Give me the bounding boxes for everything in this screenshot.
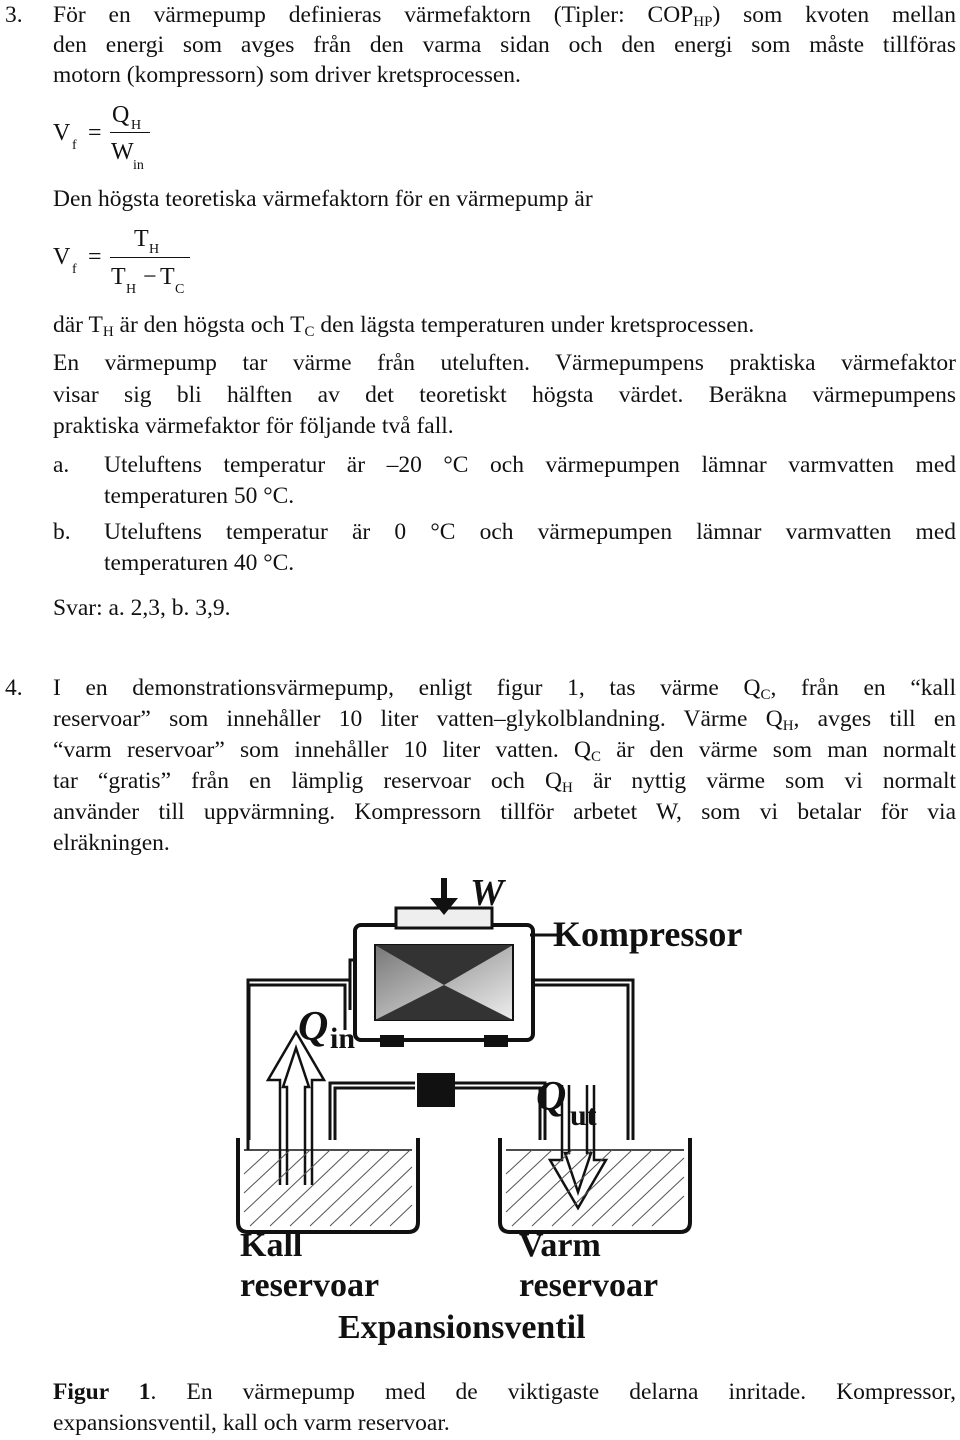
problem-3-intro-line-3: motorn (kompressorn) som driver kretsprocessen. bbox=[53, 62, 521, 88]
formula-2-lhs: V bbox=[53, 244, 71, 270]
problem-3-para-line-1: En värmepump tar värme från uteluften. Värmepumpens praktiska värmefaktor bbox=[53, 350, 956, 376]
case-b-line-2: temperaturen 40 °C. bbox=[104, 550, 295, 576]
formula-2-minus: − bbox=[143, 264, 157, 290]
q-ut-sub: ut bbox=[570, 1099, 597, 1132]
problem-3-where-line: där $T_H$ är den högsta och $T_C$ den lägsta temperaturen under kretsprocessen. bbox=[53, 312, 755, 340]
problem-4-line-5: använder till uppvärmning. Kompressorn tillför arbetet W, som vi betalar för via bbox=[53, 799, 956, 825]
problem-3-intro-line-2: den energi som avges från den varma sidan och den energi som måste tillföras bbox=[53, 32, 956, 58]
expansionsventil-label: Expansionsventil bbox=[338, 1309, 586, 1346]
cold-reservoir-hatching bbox=[244, 1150, 412, 1226]
problem-4-number: 4. bbox=[5, 675, 23, 701]
formula-1-numerator: Q bbox=[112, 102, 130, 128]
formula-2-denominator-a: T bbox=[111, 264, 126, 290]
formula-2-lhs-sub: f bbox=[72, 262, 77, 277]
kall-reservoar-label: reservoar bbox=[240, 1267, 380, 1304]
problem-4-line-2: reservoar” som innehåller 10 liter vatten–glykolblandning. Värme $Q_H$, avges till en bbox=[53, 706, 956, 734]
problem-4-line-3: “varm reservoar” som innehåller 10 liter vatten. $Q_C$ är den värme som man normalt bbox=[53, 737, 956, 765]
q-in-symbol: Q bbox=[298, 1004, 329, 1050]
problem-3-max-text: Den högsta teoretiska värmefaktorn för en värmepump är bbox=[53, 186, 593, 212]
problem-4-line-4: tar “gratis” från en lämplig reservoar och $Q_H$ är nyttig värme som vi normalt bbox=[53, 768, 957, 796]
varm-reservoar-label: reservoar bbox=[519, 1267, 659, 1304]
formula-2-numerator: T bbox=[134, 226, 149, 252]
q-in-sub: in bbox=[330, 1022, 356, 1055]
figure-caption-line-2: expansionsventil, kall och varm reservoar. bbox=[53, 1410, 450, 1436]
formula-1-numerator-sub: H bbox=[131, 118, 142, 133]
formula-2-denominator-b-sub: C bbox=[175, 282, 185, 297]
formula-1-lhs: V bbox=[53, 120, 71, 146]
formula-1-denominator: W bbox=[111, 139, 134, 165]
cold-reservoir bbox=[238, 1138, 418, 1232]
problem-3-answer: Svar: a. 2,3, b. 3,9. bbox=[53, 595, 231, 621]
problem-4-line-6: elräkningen. bbox=[53, 830, 170, 856]
formula-2-numerator-sub: H bbox=[149, 242, 160, 257]
problem-4-line-1: I en demonstrationsvärmepump, enligt figur 1, tas värme $Q_C$, från en “kall bbox=[53, 675, 956, 703]
case-a-label: a. bbox=[53, 452, 70, 478]
problem-3-intro-line-1: För en värmepump definieras värmefaktorn (Tipler: $COP_{HP}$) som kvoten mellan bbox=[53, 2, 956, 30]
kall-label: Kall bbox=[240, 1227, 303, 1264]
w-label: W bbox=[470, 872, 504, 914]
case-b-line-1: Uteluftens temperatur är 0 °C och värmepumpen lämnar varmvatten med bbox=[104, 519, 956, 545]
varm-label: Varm bbox=[519, 1227, 601, 1264]
figure-caption-label: Figur 1 bbox=[53, 1379, 151, 1405]
problem-3-para-line-3: praktiska värmefaktor för följande två fall. bbox=[53, 413, 454, 439]
compressor bbox=[355, 908, 533, 1047]
formula-2-denominator-a-sub: H bbox=[126, 282, 137, 297]
q-ut-symbol: Q bbox=[536, 1074, 567, 1120]
formula-1-equals: = bbox=[88, 120, 102, 146]
problem-3-number: 3. bbox=[5, 2, 23, 28]
formula-2-equals: = bbox=[88, 244, 102, 270]
formula-1-lhs-sub: f bbox=[72, 138, 77, 153]
case-a-line-1: Uteluftens temperatur är –20 °C och värmepumpen lämnar varmvatten med bbox=[104, 452, 956, 478]
formula-1-denominator-sub: in bbox=[133, 158, 144, 173]
kompressor-label: Kompressor bbox=[553, 914, 743, 954]
case-a-line-2: temperaturen 50 °C. bbox=[104, 483, 295, 509]
figure-caption-line-1: Figur 1. En värmepump med de viktigaste delarna inritade. Kompressor, bbox=[53, 1379, 956, 1405]
formula-2-denominator-b: T bbox=[160, 264, 175, 290]
problem-3-para-line-2: visar sig bli hälften av det teoretiskt högsta värdet. Beräkna värmepumpens bbox=[53, 382, 956, 408]
case-b-label: b. bbox=[53, 519, 71, 545]
warm-reservoir-hatching bbox=[506, 1150, 684, 1226]
expansion-valve bbox=[417, 1073, 455, 1107]
